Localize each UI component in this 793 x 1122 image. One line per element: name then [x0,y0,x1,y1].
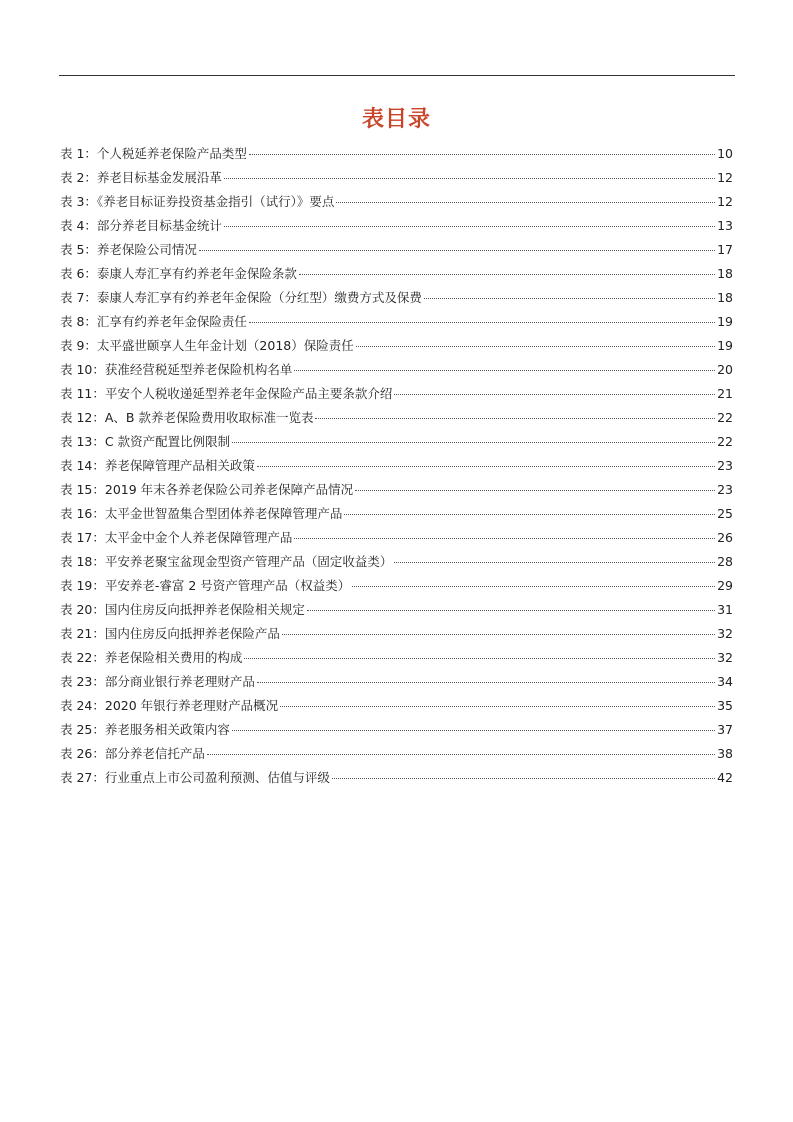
toc-entry-label[interactable]: 表 15：2019 年末各养老保险公司养老保障产品情况 [60,482,354,497]
toc-entry[interactable] [60,504,733,528]
toc-entry[interactable] [60,624,733,648]
toc-entry-label[interactable]: 表 23：部分商业银行养老理财产品 [60,674,255,689]
toc-entry-page-number[interactable]: 31 [717,602,733,617]
toc-entry[interactable] [60,144,733,168]
toc-entry-label[interactable]: 表 12：A、B 款养老保险费用收取标准一览表 [60,410,314,425]
toc-entry-page-number[interactable]: 23 [717,482,733,497]
toc-entry[interactable] [60,480,733,504]
dot-leader [336,202,715,203]
toc-entry-label[interactable]: 表 18：平安养老聚宝盆现金型资产管理产品（固定收益类） [60,554,393,569]
toc-entry-label[interactable]: 表 9：太平盛世颐享人生年金计划（2018）保险责任 [60,338,354,353]
toc-entry[interactable] [60,192,733,216]
toc-entry-label[interactable]: 表 1：个人税延养老保险产品类型 [60,146,247,161]
toc-entry-page-number[interactable]: 22 [717,410,733,425]
header-divider [59,75,735,76]
toc-entry[interactable] [60,216,733,240]
toc-entry-page-number[interactable]: 37 [717,722,733,737]
toc-entry-page-number[interactable]: 12 [717,194,733,209]
toc-entry-page-number[interactable]: 42 [717,770,733,785]
dot-leader [244,658,715,659]
toc-entry[interactable] [60,456,733,480]
dot-leader [257,682,715,683]
toc-entry-page-number[interactable]: 29 [717,578,733,593]
toc-entry[interactable] [60,768,733,792]
toc-entry-label[interactable]: 表 17：太平金中金个人养老保障管理产品 [60,530,293,545]
toc-entry-page-number[interactable]: 32 [717,650,733,665]
toc-entry-label[interactable]: 表 2：养老目标基金发展沿革 [60,170,222,185]
dot-leader [344,514,715,515]
toc-entry-page-number[interactable]: 21 [717,386,733,401]
dot-leader [224,178,715,179]
toc-entry-page-number[interactable]: 22 [717,434,733,449]
dot-leader [294,370,715,371]
toc-entry-page-number[interactable]: 25 [717,506,733,521]
dot-leader [282,634,715,635]
dot-leader [249,322,715,323]
toc-entry[interactable] [60,528,733,552]
dot-leader [294,538,715,539]
toc-entry[interactable] [60,720,733,744]
toc-entry-page-number[interactable]: 13 [717,218,733,233]
toc-entry[interactable] [60,312,733,336]
toc-entry-page-number[interactable]: 38 [717,746,733,761]
toc-entry[interactable] [60,240,733,264]
toc-entry-label[interactable]: 表 27：行业重点上市公司盈利预测、估值与评级 [60,770,330,785]
toc-entry-page-number[interactable]: 35 [717,698,733,713]
toc-entry-page-number[interactable]: 12 [717,170,733,185]
toc-entry-page-number[interactable]: 34 [717,674,733,689]
dot-leader [232,442,715,443]
dot-leader [224,226,715,227]
toc-entry-label[interactable]: 表 24：2020 年银行养老理财产品概况 [60,698,279,713]
dot-leader [232,730,715,731]
dot-leader [394,394,715,395]
toc-entry-label[interactable]: 表 13：C 款资产配置比例限制 [60,434,231,449]
toc-entry-label[interactable]: 表 8：汇享有约养老年金保险责任 [60,314,247,329]
toc-entry[interactable] [60,432,733,456]
toc-entry-label[interactable]: 表 25：养老服务相关政策内容 [60,722,230,737]
dot-leader [352,586,715,587]
toc-entry-label[interactable]: 表 11：平安个人税收递延型养老年金保险产品主要条款介绍 [60,386,393,401]
toc-entry-page-number[interactable]: 18 [717,266,733,281]
toc-entry[interactable] [60,264,733,288]
toc-entry-page-number[interactable]: 18 [717,290,733,305]
toc-entry-label[interactable]: 表 20：国内住房反向抵押养老保险相关规定 [60,602,305,617]
toc-entry-page-number[interactable]: 19 [717,338,733,353]
toc-entry-label[interactable]: 表 22：养老保险相关费用的构成 [60,650,243,665]
toc-entry[interactable] [60,600,733,624]
toc-entry-label[interactable]: 表 16：太平金世智盈集合型团体养老保障管理产品 [60,506,343,521]
toc-entry-page-number[interactable]: 17 [717,242,733,257]
toc-entry-page-number[interactable]: 20 [717,362,733,377]
toc-entry-label[interactable]: 表 4：部分养老目标基金统计 [60,218,222,233]
toc-entry[interactable] [60,288,733,312]
toc-entry[interactable] [60,336,733,360]
toc-entry[interactable] [60,384,733,408]
dot-leader [394,562,715,563]
dot-leader [356,346,715,347]
toc-entry[interactable] [60,648,733,672]
toc-entry[interactable] [60,576,733,600]
toc-entry[interactable] [60,552,733,576]
dot-leader [280,706,715,707]
toc-entry-label[interactable]: 表 7：泰康人寿汇享有约养老年金保险（分红型）缴费方式及保费 [60,290,422,305]
table-of-tables [60,144,733,792]
toc-entry[interactable] [60,360,733,384]
dot-leader [257,466,715,467]
dot-leader [332,778,715,779]
dot-leader [299,274,715,275]
toc-entry-page-number[interactable]: 19 [717,314,733,329]
dot-leader [424,298,715,299]
page-title: 表目录 [361,107,431,132]
toc-entry-label[interactable]: 表 6：泰康人寿汇享有约养老年金保险条款 [60,266,297,281]
dot-leader [315,418,715,419]
toc-entry-label[interactable]: 表 14：养老保障管理产品相关政策 [60,458,255,473]
toc-entry-page-number[interactable]: 23 [717,458,733,473]
toc-entry[interactable] [60,408,733,432]
toc-entry[interactable] [60,696,733,720]
dot-leader [355,490,715,491]
toc-entry-page-number[interactable]: 26 [717,530,733,545]
toc-entry[interactable] [60,672,733,696]
toc-entry-page-number[interactable]: 32 [717,626,733,641]
dot-leader [307,610,715,611]
toc-entry[interactable] [60,168,733,192]
toc-entry-label[interactable]: 表 10：获准经营税延型养老保险机构名单 [60,362,293,377]
toc-entry-page-number[interactable]: 28 [717,554,733,569]
dot-leader [199,250,715,251]
toc-entry-label[interactable]: 表 26：部分养老信托产品 [60,746,205,761]
toc-entry-label[interactable]: 表 19：平安养老-睿富 2 号资产管理产品（权益类） [60,578,351,593]
dot-leader [249,154,715,155]
toc-entry-page-number[interactable]: 10 [717,146,733,161]
toc-entry-label[interactable]: 表 3：《养老目标证券投资基金指引（试行）》要点 [60,194,335,209]
toc-entry-label[interactable]: 表 5：养老保险公司情况 [60,242,197,257]
dot-leader [207,754,715,755]
toc-entry-label[interactable]: 表 21：国内住房反向抵押养老保险产品 [60,626,280,641]
toc-entry[interactable] [60,744,733,768]
